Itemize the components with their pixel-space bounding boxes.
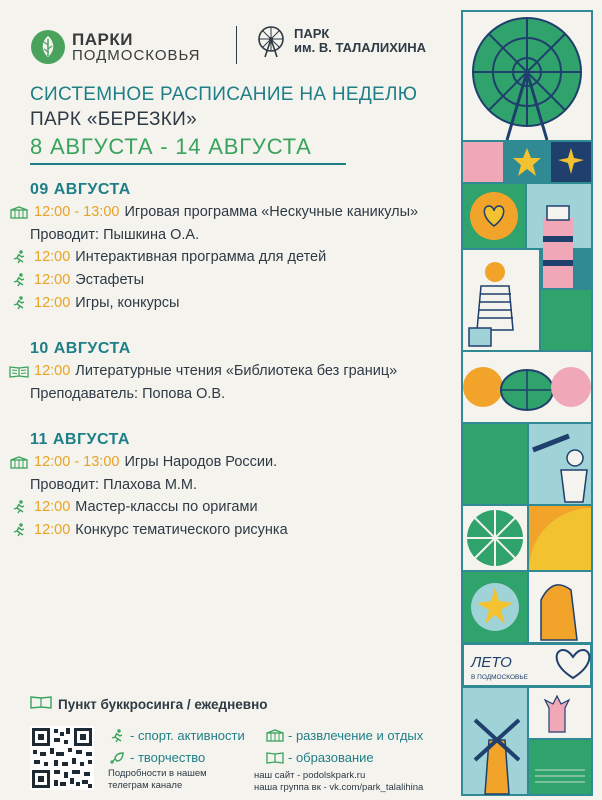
event-time: 12:00	[34, 272, 71, 288]
book-icon	[8, 364, 30, 378]
badge-title: ЛЕТО	[471, 654, 512, 671]
site-link[interactable]: наш сайт - podolskpark.ru	[254, 770, 366, 781]
event-host: Проводит: Плахова М.М.	[30, 477, 198, 493]
parks-logo	[30, 24, 201, 70]
education-icon	[266, 751, 284, 765]
park-name-bottom: им. В. ТАЛАЛИХИНА	[294, 40, 427, 55]
book-icon	[30, 695, 52, 714]
legend-education	[266, 750, 374, 765]
event-title: Игровая программа «Нескучные каникулы»	[124, 204, 419, 220]
event-row	[8, 522, 288, 538]
bookcrossing-text: Пункт буккросинга / ежедневно	[58, 697, 268, 712]
legend-sport	[108, 728, 245, 743]
event-time: 12:00	[34, 249, 71, 265]
contacts	[254, 770, 423, 794]
sport-icon	[8, 296, 30, 310]
sport-icon	[8, 500, 30, 514]
park-title: ПАРК «БЕРЕЗКИ»	[30, 109, 197, 130]
event-row	[8, 204, 418, 220]
event-time: 12:00	[34, 295, 71, 311]
park-logo	[254, 24, 426, 58]
event-title: Мастер-классы по оригами	[75, 499, 258, 515]
event-title: Игры, конкурсы	[75, 295, 180, 311]
event-title: Игры Народов России.	[124, 454, 278, 470]
legend-entertainment	[266, 728, 423, 743]
legend-creative-label: - творчество	[130, 750, 206, 765]
day-heading: 10 АВГУСТА	[30, 340, 131, 357]
event-title: Эстафеты	[75, 272, 145, 288]
sport-icon	[8, 250, 30, 264]
decorative-art-panel	[461, 10, 593, 796]
leaf-logo-icon	[30, 29, 66, 65]
telegram-line-2: телеграм канале	[108, 779, 183, 791]
legend-entertainment-label: - развлечение и отдых	[288, 728, 424, 743]
event-time: 12:00 - 13:00	[34, 454, 120, 470]
entertainment-icon	[8, 205, 30, 219]
brand-name-top: ПАРКИ	[72, 30, 133, 49]
event-time: 12:00 - 13:00	[34, 204, 120, 220]
vk-link[interactable]: наша группа вк - vk.com/park_talalihina	[254, 781, 424, 793]
event-time: 12:00	[34, 499, 71, 515]
event-title: Литературные чтения «Библиотека без границ»	[75, 363, 398, 379]
day-heading: 11 АВГУСТА	[30, 431, 130, 448]
schedule-title: СИСТЕМНОЕ РАСПИСАНИЕ НА НЕДЕЛЮ	[30, 84, 418, 105]
date-range: 8 АВГУСТА - 14 АВГУСТА	[30, 134, 312, 159]
event-row	[8, 454, 277, 470]
event-row	[8, 499, 258, 515]
legend-sport-label: - спорт. активности	[130, 728, 245, 743]
event-host: Преподаватель: Попова О.В.	[30, 386, 226, 402]
telegram-line-1: Подробности в нашем	[108, 768, 207, 779]
tower-icon	[543, 218, 573, 288]
event-row	[8, 295, 179, 311]
legend-creative	[108, 750, 205, 765]
brand-name-bottom: ПОДМОСКОВЬЯ	[72, 47, 201, 64]
bookcrossing-row	[30, 695, 268, 714]
event-title: Конкурс тематического рисунка	[75, 522, 288, 538]
event-time: 12:00	[34, 522, 71, 538]
telegram-note	[108, 768, 207, 792]
event-time: 12:00	[34, 363, 71, 379]
creative-icon	[108, 751, 126, 765]
entertainment-icon	[266, 729, 284, 743]
entertainment-icon	[8, 455, 30, 469]
day-heading: 09 АВГУСТА	[30, 181, 131, 198]
event-row	[8, 272, 144, 288]
event-host: Проводит: Пышкина О.А.	[30, 227, 200, 243]
park-name-top: ПАРК	[294, 26, 330, 42]
sport-icon	[108, 729, 126, 743]
event-row	[8, 249, 326, 265]
event-title: Интерактивная программа для детей	[75, 249, 327, 265]
sport-icon	[8, 523, 30, 537]
event-row	[8, 363, 397, 379]
header-divider	[236, 26, 237, 64]
ferris-wheel-icon	[254, 24, 288, 58]
tulip-icon	[545, 696, 569, 732]
qr-code[interactable]	[30, 726, 94, 790]
badge-subtitle: В ПОДМОСКОВЬЕ	[471, 674, 528, 681]
title-underline	[30, 163, 346, 165]
legend-education-label: - образование	[288, 750, 374, 765]
sport-icon	[8, 273, 30, 287]
